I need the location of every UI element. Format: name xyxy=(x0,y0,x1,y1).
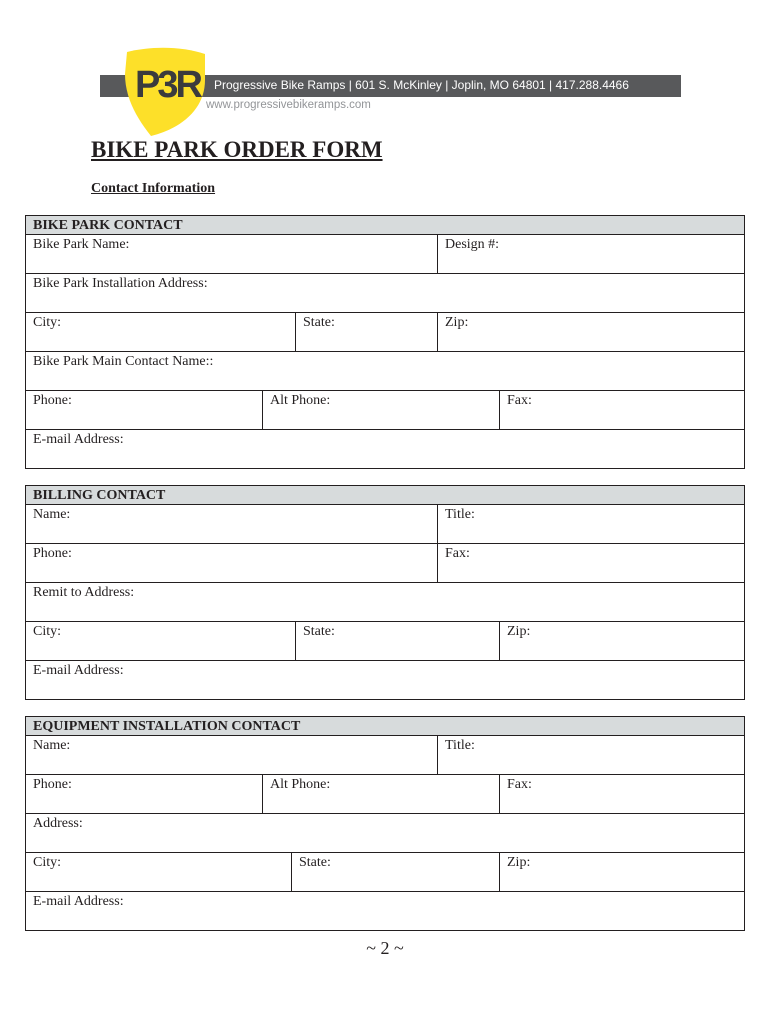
form-row xyxy=(26,235,744,274)
state-field[interactable] xyxy=(295,622,499,660)
alt-phone-field[interactable] xyxy=(262,391,499,429)
installation-address-field[interactable] xyxy=(26,274,744,312)
field-label: State: xyxy=(303,624,335,639)
phone-field[interactable] xyxy=(26,544,437,582)
alt-phone-field[interactable] xyxy=(262,775,499,813)
section-heading: BIKE PARK CONTACT xyxy=(26,216,744,235)
field-label: Zip: xyxy=(507,855,531,870)
section-subtitle: Contact Information xyxy=(91,181,216,196)
title-field[interactable] xyxy=(437,505,744,543)
form-row xyxy=(26,622,744,661)
form-row xyxy=(26,775,744,814)
fax-field[interactable] xyxy=(499,775,744,813)
field-label: Bike Park Main Contact Name:: xyxy=(33,354,214,369)
field-label: Bike Park Installation Address: xyxy=(33,276,208,291)
field-label: City: xyxy=(33,315,62,330)
section-heading: BILLING CONTACT xyxy=(26,486,744,505)
state-field[interactable] xyxy=(295,313,437,351)
form-row xyxy=(26,391,744,430)
city-field[interactable] xyxy=(26,853,291,891)
city-field[interactable] xyxy=(26,622,295,660)
form-row xyxy=(26,583,744,622)
park-name-field[interactable] xyxy=(26,235,437,273)
field-label: Title: xyxy=(445,507,475,522)
field-label: Fax: xyxy=(445,546,470,561)
field-label: Title: xyxy=(445,738,475,753)
field-label: Zip: xyxy=(445,315,469,330)
email-field[interactable] xyxy=(26,661,744,699)
phone-field[interactable] xyxy=(26,775,262,813)
email-field[interactable] xyxy=(26,430,744,468)
zip-field[interactable] xyxy=(437,313,744,351)
page-number: ~ 2 ~ xyxy=(366,938,404,958)
form-row xyxy=(26,892,744,930)
field-label: State: xyxy=(303,315,335,330)
field-label: Address: xyxy=(33,816,83,831)
field-label: Phone: xyxy=(33,393,72,408)
form-row xyxy=(26,736,744,775)
website-url[interactable]: www.progressivebikeramps.com xyxy=(206,99,371,111)
main-contact-name-field[interactable] xyxy=(26,352,744,390)
field-label: Phone: xyxy=(33,546,72,561)
field-label: Remit to Address: xyxy=(33,585,135,600)
zip-field[interactable] xyxy=(499,853,744,891)
section-heading: EQUIPMENT INSTALLATION CONTACT xyxy=(26,717,744,736)
field-label: Name: xyxy=(33,507,71,522)
address-field[interactable] xyxy=(26,814,744,852)
company-logo xyxy=(121,46,209,138)
field-label: City: xyxy=(33,624,62,639)
form-row xyxy=(26,505,744,544)
zip-field[interactable] xyxy=(499,622,744,660)
form-row xyxy=(26,352,744,391)
form-row xyxy=(26,313,744,352)
field-label: Zip: xyxy=(507,624,531,639)
field-label: Bike Park Name: xyxy=(33,237,130,252)
field-label: E-mail Address: xyxy=(33,894,124,909)
design-number-field[interactable] xyxy=(437,235,744,273)
field-label: E-mail Address: xyxy=(33,432,124,447)
title-field[interactable] xyxy=(437,736,744,774)
form-row xyxy=(26,274,744,313)
field-label: State: xyxy=(299,855,331,870)
name-field[interactable] xyxy=(26,736,437,774)
form-row xyxy=(26,430,744,468)
field-label: Name: xyxy=(33,738,71,753)
logo-text: P3R xyxy=(135,64,200,106)
field-label: Alt Phone: xyxy=(270,777,331,792)
city-field[interactable] xyxy=(26,313,295,351)
phone-field[interactable] xyxy=(26,391,262,429)
billing-contact-section xyxy=(25,485,745,700)
field-label: Alt Phone: xyxy=(270,393,331,408)
form-row xyxy=(26,814,744,853)
form-row xyxy=(26,544,744,583)
remit-address-field[interactable] xyxy=(26,583,744,621)
email-field[interactable] xyxy=(26,892,744,930)
field-label: City: xyxy=(33,855,62,870)
page-title: BIKE PARK ORDER FORM xyxy=(91,137,383,162)
form-row xyxy=(26,853,744,892)
equipment-installation-contact-section xyxy=(25,716,745,931)
name-field[interactable] xyxy=(26,505,437,543)
field-label: Fax: xyxy=(507,777,532,792)
form-row xyxy=(26,661,744,699)
fax-field[interactable] xyxy=(437,544,744,582)
bike-park-contact-section xyxy=(25,215,745,469)
field-label: Design #: xyxy=(445,237,500,252)
state-field[interactable] xyxy=(291,853,499,891)
field-label: Phone: xyxy=(33,777,72,792)
company-info-text: Progressive Bike Ramps | 601 S. McKinley | Joplin, MO 64801 | 417.288.4466 xyxy=(214,78,629,92)
field-label: E-mail Address: xyxy=(33,663,124,678)
field-label: Fax: xyxy=(507,393,532,408)
fax-field[interactable] xyxy=(499,391,744,429)
